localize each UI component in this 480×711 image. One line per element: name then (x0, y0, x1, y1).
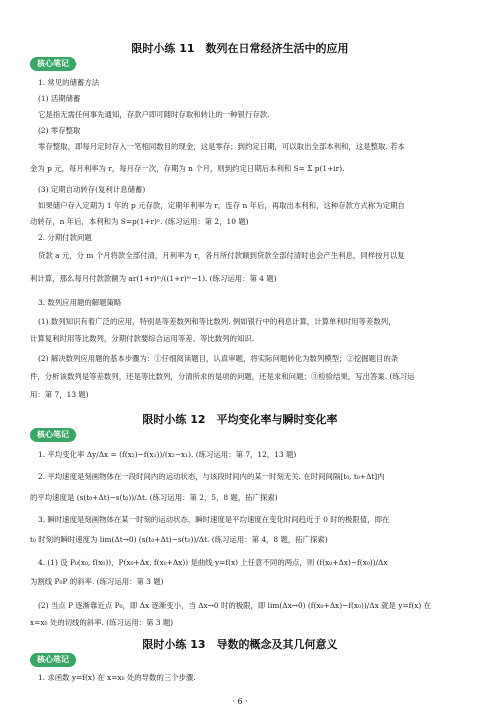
s11-line: (2) 解决数列应用题的基本步骤为：①仔细阅读题目，认真审题，将实际问题转化为数列模型；②挖掘题目的条 (38, 354, 399, 363)
s11-line: 如果储户存入定期为 1 年的 p 元存款，定期年利率为 r，连存 n 年后，再取出本利和，这种存款方式称为定期自 (38, 201, 405, 210)
s12-line: 4. (1) 设 P₀(x₀, f(x₀))，P(x₀+Δx, f(x₀+Δx)) 是曲线 y=f(x) 上任意不同的两点，则 (f(x₀+Δx)−f(x₀))/Δx (38, 558, 388, 567)
s12-line: 1. 平均变化率 Δy/Δx = (f(x₂)−f(x₁))/(x₂−x₁). (练习运用：第 7，12，13 题) (38, 450, 297, 459)
s11-line: 3. 数列应用题的解题策略 (38, 298, 122, 307)
s11-line: (2) 零存整取 (38, 126, 81, 135)
core-notes-badge-12: 核心笔记 (30, 428, 76, 442)
s12-line: t₀ 时刻的瞬时速度为 lim(Δt→0) (s(t₀+Δt)−s(t₀))/Δt. (练习运用：第 4，8 题，拓广探索) (30, 535, 328, 544)
s11-line: 它是指无需任何事先通知，存款户即可随时存取和转让的一种银行存款. (38, 110, 270, 119)
s12-line: 3. 瞬时速度是刻画物体在某一时刻的运动状态，瞬时速度是平均速度在变化时间趋近于 0 时的极限值，即在 (38, 515, 390, 524)
s12-line: 为割线 P₀P 的斜率. (练习运用：第 3 题) (30, 577, 164, 586)
s11-line: 件，分析该数列是等差数列，还是等比数列，分清所求的是项的问题，还是求和问题；③检验结果，写出答案. (练习运 (30, 372, 415, 381)
s11-line: 计算复利时用等比数列，分期付款要综合运用等差、等比数列的知识. (30, 334, 255, 343)
s11-line: 贷款 a 元，分 m 个月将款全部付清，月利率为 r，各月所付款额到贷款全部付清时也会产生利息，同样按月以复 (38, 251, 405, 260)
core-notes-badge-13: 核心笔记 (30, 653, 76, 667)
section-13-title: 限时小练 13 导数的概念及其几何意义 (142, 638, 338, 651)
page-number: · 6 · (232, 697, 248, 706)
s11-line: (3) 定期自动转存(复利计息储蓄) (38, 185, 146, 194)
s11-line: (1) 数列知识有着广泛的应用，特别是等差数列和等比数列. 例如银行中的利息计算，计算单利时用等差数列， (38, 317, 396, 326)
s11-line: 金为 p 元，每月利率为 r，每月存一次，存期为 n 个月，则到约定日期后本利和 S= Σ p(1+ir). (30, 164, 345, 173)
core-notes-badge-11: 核心笔记 (30, 57, 76, 71)
s12-line: (2) 当点 P 逐渐靠近点 P₀，即 Δx 逐渐变小，当 Δx→0 时的极限，即 lim(Δx→0) (f(x₀+Δx)−f(x₀))/Δx 就是 y=f(x) 在 (38, 601, 432, 610)
s11-line: 零存整取，即每月定时存入一笔相同数目的现金，这是零存；到约定日期，可以取出全部本利和，这是整取. 若本 (38, 142, 405, 151)
section-11-title: 限时小练 11 数列在日常经济生活中的应用 (131, 42, 349, 55)
s12-line: 的平均速度是 (s(t₀+Δt)−s(t₀))/Δt. (练习运用：第 2，5，8 题，拓广探索) (30, 493, 278, 502)
s11-line: 1. 常见的储蓄方法 (38, 78, 100, 87)
s12-line: x=x₀ 处的切线的斜率. (练习运用：第 3 题) (30, 618, 174, 627)
s11-line: (1) 活期储蓄 (38, 94, 81, 103)
s13-line: 1. 求函数 y=f(x) 在 x=x₀ 处的导数的三个步骤. (38, 673, 196, 682)
s11-line: 利计算，那么每月付款款额为 ar(1+r)ᵐ/((1+r)ᵐ−1). (练习运用：第 4 题) (30, 274, 277, 283)
s11-line: 动转存，n 年后，本利和为 S=p(1+r)ⁿ. (练习运用：第 2，10 题) (30, 217, 249, 226)
s12-line: 2. 平均速度是刻画物体在一段时间内的运动状态，与该段时间内的某一时刻无关. 在时间间隔[t₀, t₀+Δt]内 (38, 472, 385, 481)
section-12-title: 限时小练 12 平均变化率与瞬时变化率 (142, 413, 338, 426)
s11-line: 用：第 7，13 题) (30, 390, 89, 399)
s11-line: 2. 分期付款问题 (38, 233, 92, 242)
